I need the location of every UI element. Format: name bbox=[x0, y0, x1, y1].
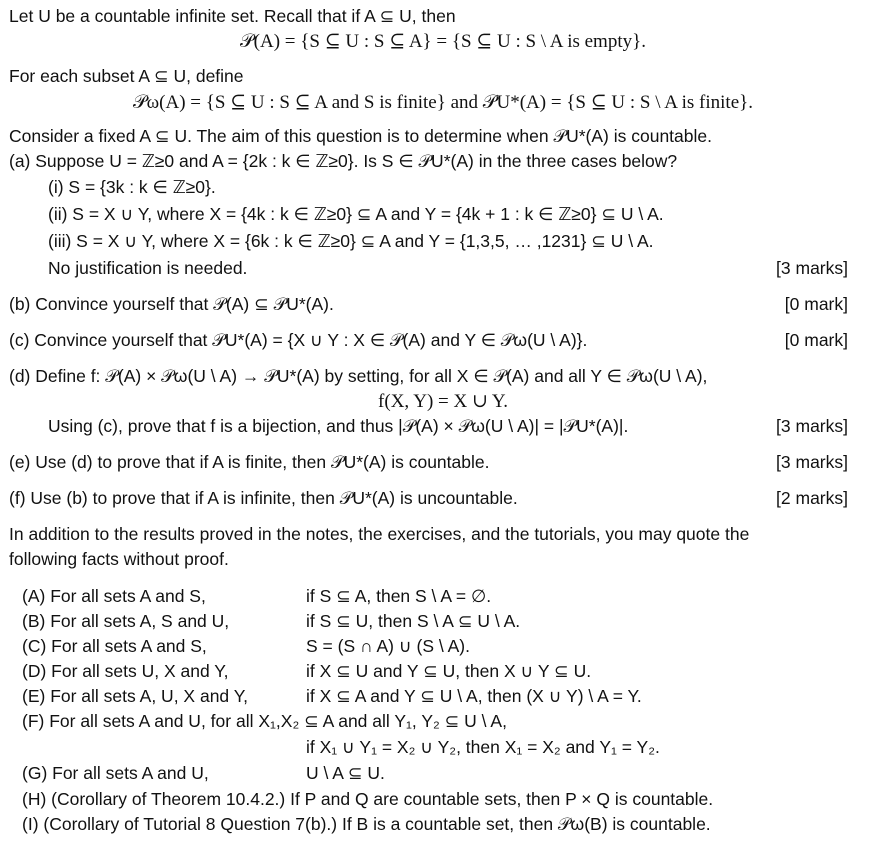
part-a-case-i: (i) S = {3k : k ∈ ℤ≥0}. bbox=[48, 177, 216, 197]
fact-b-label: (B) For all sets A, S and U, bbox=[22, 611, 230, 631]
fact-c-statement: S = (S ∩ A) ∪ (S \ A). bbox=[306, 636, 470, 656]
aim-statement: Consider a fixed A ⊆ U. The aim of this question is to determine when 𝒫U*(A) is countable. bbox=[9, 126, 712, 146]
part-a-case-iii: (iii) S = X ∪ Y, where X = {6k : k ∈ ℤ≥0} ⊆ A and Y = {1,3,5, … ,1231} ⊆ U \ A. bbox=[48, 231, 654, 251]
fact-i-label: (I) (Corollary of Tutorial 8 Question 7(b).) If B is a countable set, then 𝒫ω(B) is countable. bbox=[22, 814, 711, 834]
facts-intro-line-1: In addition to the results proved in the notes, the exercises, and the tutorials, you may quote the bbox=[9, 524, 750, 544]
part-d-text: (d) Define f: 𝒫(A) × 𝒫ω(U \ A) → 𝒫U*(A) by setting, for all X ∈ 𝒫(A) and all Y ∈ 𝒫ω(U \ A), bbox=[9, 366, 708, 386]
part-b-text: (b) Convince yourself that 𝒫(A) ⊆ 𝒫U*(A). bbox=[9, 294, 334, 314]
fact-d-label: (D) For all sets U, X and Y, bbox=[22, 661, 229, 681]
part-c-text: (c) Convince yourself that 𝒫U*(A) = {X ∪ Y : X ∈ 𝒫(A) and Y ∈ 𝒫ω(U \ A)}. bbox=[9, 330, 588, 350]
part-e-text: (e) Use (d) to prove that if A is finite, then 𝒫U*(A) is countable. bbox=[9, 452, 490, 472]
part-a-case-ii: (ii) S = X ∪ Y, where X = {4k : k ∈ ℤ≥0} ⊆ A and Y = {4k + 1 : k ∈ ℤ≥0} ⊆ U \ A. bbox=[48, 204, 664, 224]
fact-h-label: (H) (Corollary of Theorem 10.4.2.) If P and Q are countable sets, then P × Q is countable. bbox=[22, 789, 714, 809]
fact-f-statement: if X₁ ∪ Y₁ = X₂ ∪ Y₂, then X₁ = X₂ and Y₁ = Y₂. bbox=[306, 737, 660, 757]
fact-c-label: (C) For all sets A and S, bbox=[22, 636, 207, 656]
part-a-note: No justification is needed. bbox=[48, 258, 248, 278]
fact-g-statement: U \ A ⊆ U. bbox=[306, 763, 385, 783]
fact-e-statement: if X ⊆ A and Y ⊆ U \ A, then (X ∪ Y) \ A = Y. bbox=[306, 686, 642, 706]
formula-definitions: 𝒫ω(A) = {S ⊆ U : S ⊆ A and S is finite} and 𝒫U*(A) = {S ⊆ U : S \ A is finite}. bbox=[132, 92, 754, 113]
part-b-marks: [0 mark] bbox=[784, 294, 848, 314]
fact-f-label: (F) For all sets A and U, for all X₁,X₂ ⊆ A and all Y₁, Y₂ ⊆ U \ A, bbox=[22, 711, 507, 731]
part-c-marks: [0 mark] bbox=[784, 330, 848, 350]
fact-a-statement: if S ⊆ A, then S \ A = ∅. bbox=[306, 586, 492, 606]
part-f-text: (f) Use (b) to prove that if A is infinite, then 𝒫U*(A) is uncountable. bbox=[9, 488, 518, 508]
part-e-marks: [3 marks] bbox=[776, 452, 848, 472]
fact-g-label: (G) For all sets A and U, bbox=[22, 763, 209, 783]
part-d-marks: [3 marks] bbox=[776, 416, 848, 436]
intro-line-1: Let U be a countable infinite set. Recall that if A ⊆ U, then bbox=[9, 6, 456, 26]
part-a-question: (a) Suppose U = ℤ≥0 and A = {2k : k ∈ ℤ≥0}. Is S ∈ 𝒫U*(A) in the three cases below? bbox=[9, 151, 678, 171]
facts-intro-line-2: following facts without proof. bbox=[9, 549, 229, 569]
part-f-marks: [2 marks] bbox=[776, 488, 848, 508]
fact-d-statement: if X ⊆ U and Y ⊆ U, then X ∪ Y ⊆ U. bbox=[306, 661, 592, 681]
part-a-marks: [3 marks] bbox=[776, 258, 848, 278]
fact-b-statement: if S ⊆ U, then S \ A ⊆ U \ A. bbox=[306, 611, 521, 631]
intro-line-2: For each subset A ⊆ U, define bbox=[9, 66, 244, 86]
part-d-formula: f(X, Y) = X ∪ Y. bbox=[378, 391, 508, 412]
part-d-using: Using (c), prove that f is a bijection, and thus |𝒫(A) × 𝒫ω(U \ A)| = |𝒫U*(A)|. bbox=[48, 416, 629, 436]
formula-power-set: 𝒫(A) = {S ⊆ U : S ⊆ A} = {S ⊆ U : S \ A is empty}. bbox=[239, 31, 646, 52]
fact-a-label: (A) For all sets A and S, bbox=[22, 586, 206, 606]
fact-e-label: (E) For all sets A, U, X and Y, bbox=[22, 686, 248, 706]
